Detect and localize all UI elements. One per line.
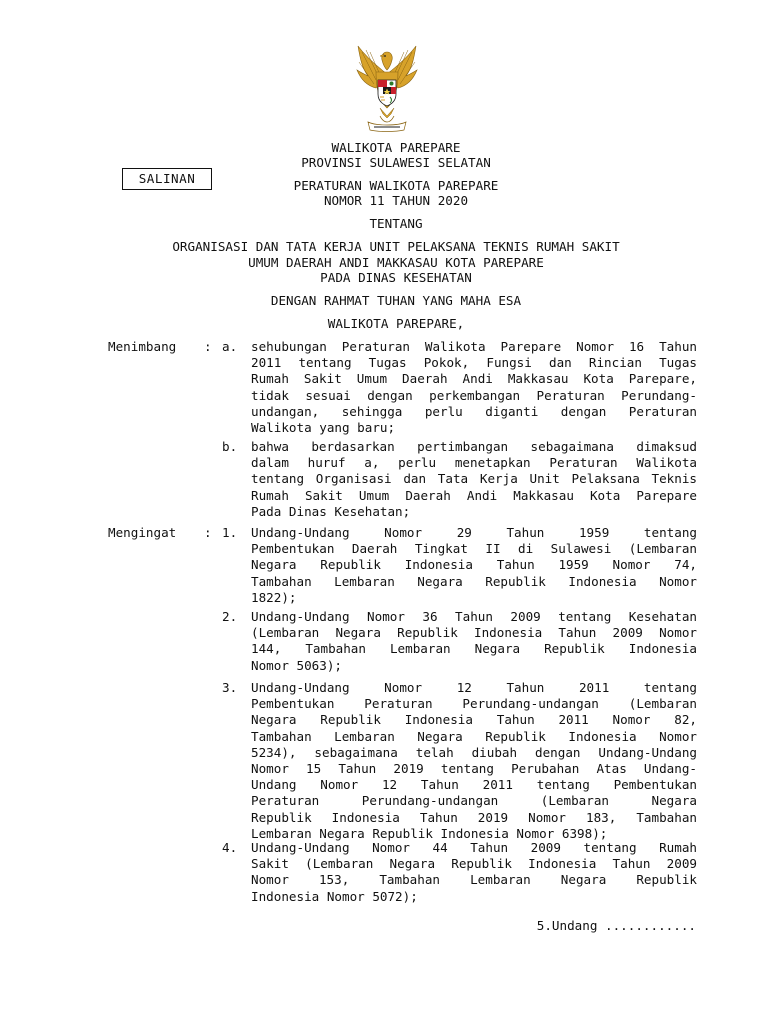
mengingat-colon: : (204, 525, 212, 540)
mayor-line: WALIKOTA PAREPARE, (327, 316, 465, 331)
issuer-province: PROVINSI SULAWESI SELATAN (301, 155, 491, 170)
menimbang-marker-b: b. (222, 439, 238, 454)
subject-line-3: PADA DINAS KESEHATAN (320, 270, 472, 285)
menimbang-item-a: sehubungan Peraturan Walikota Parepare Nomor 16 Tahun 2011 tentang Tugas Pokok, Fungsi dan Rincian Tugas Rumah Sakit Umum Daerah Andi Makkasau Kota Parepare, tidak sesuai dengan perkembangan Peraturan Perundang- undangan, sehingga perlu diganti dengan Peraturan Walikota yang baru; (251, 339, 697, 436)
about-heading: TENTANG (369, 216, 423, 231)
subject-line-2: UMUM DAERAH ANDI MAKKASAU KOTA PAREPARE (248, 255, 544, 270)
mengingat-item-4: Undang-Undang Nomor 44 Tahun 2009 tentang Rumah Sakit (Lembaran Negara Republik Indonesia Tahun 2009 Nomor 153, Tambahan Lembaran Negara Republik Indonesia Nomor 5072); (251, 840, 697, 904)
menimbang-colon: : (204, 339, 212, 354)
regulation-title: PERATURAN WALIKOTA PAREPARE (293, 178, 499, 193)
mengingat-item-3: Undang-Undang Nomor 12 Tahun 2011 tentang Pembentukan Peraturan Perundang-undangan (Lembaran Negara Republik Indonesia Tahun 2011 Nomor 82, Tambahan Lembaran Negara Republik Indonesia Nomor 5234), sebagaimana telah diubah dengan Undang-Undang Nomor 15 Tahun 2019 tentang Perubahan Atas Undang- Undang Nomor 12 Tahun 2011 tentang Pembentukan Peraturan Perundang-undangan (Lembaran Negara Republik Indonesia Tahun 2019 Nomor 183, Tambahan Lembaran Negara Republik Indonesia Nomor 6398); (251, 680, 697, 841)
blessing-line: DENGAN RAHMAT TUHAN YANG MAHA ESA (270, 293, 522, 308)
menimbang-marker-a: a. (222, 339, 238, 354)
subject-line-1: ORGANISASI DAN TATA KERJA UNIT PELAKSANA TEKNIS RUMAH SAKIT (172, 239, 620, 254)
mengingat-item-2: Undang-Undang Nomor 36 Tahun 2009 tentang Kesehatan (Lembaran Negara Republik Indonesia Tahun 2009 Nomor 144, Tambahan Lembaran Negara Republik Indonesia Nomor 5063); (251, 609, 697, 673)
menimbang-label: Menimbang (108, 339, 177, 354)
mengingat-marker-3: 3. (222, 680, 238, 695)
page-continuation: 5.Undang ............ (536, 918, 696, 933)
issuer-title: WALIKOTA PAREPARE (331, 140, 461, 155)
mengingat-item-1: Undang-Undang Nomor 29 Tahun 1959 tentang Pembentukan Daerah Tingkat II di Sulawesi (Lembaran Negara Republik Indonesia Tahun 1959 Nomor 74, Tambahan Lembaran Negara Republik Indonesia Nomor 1822); (251, 525, 697, 605)
mengingat-marker-4: 4. (222, 840, 238, 855)
mengingat-marker-2: 2. (222, 609, 238, 624)
copy-stamp: SALINAN (122, 168, 212, 190)
garuda-emblem-icon (354, 44, 420, 136)
menimbang-item-b: bahwa berdasarkan pertimbangan sebagaimana dimaksud dalam huruf a, perlu menetapkan Peraturan Walikota tentang Organisasi dan Tata Kerja Unit Pelaksana Teknis Rumah Sakit Umum Daerah Andi Makkasau Kota Parepare Pada Dinas Kesehatan; (251, 439, 697, 519)
regulation-number: NOMOR 11 TAHUN 2020 (323, 193, 469, 208)
mengingat-label: Mengingat (108, 525, 177, 540)
mengingat-marker-1: 1. (222, 525, 238, 540)
